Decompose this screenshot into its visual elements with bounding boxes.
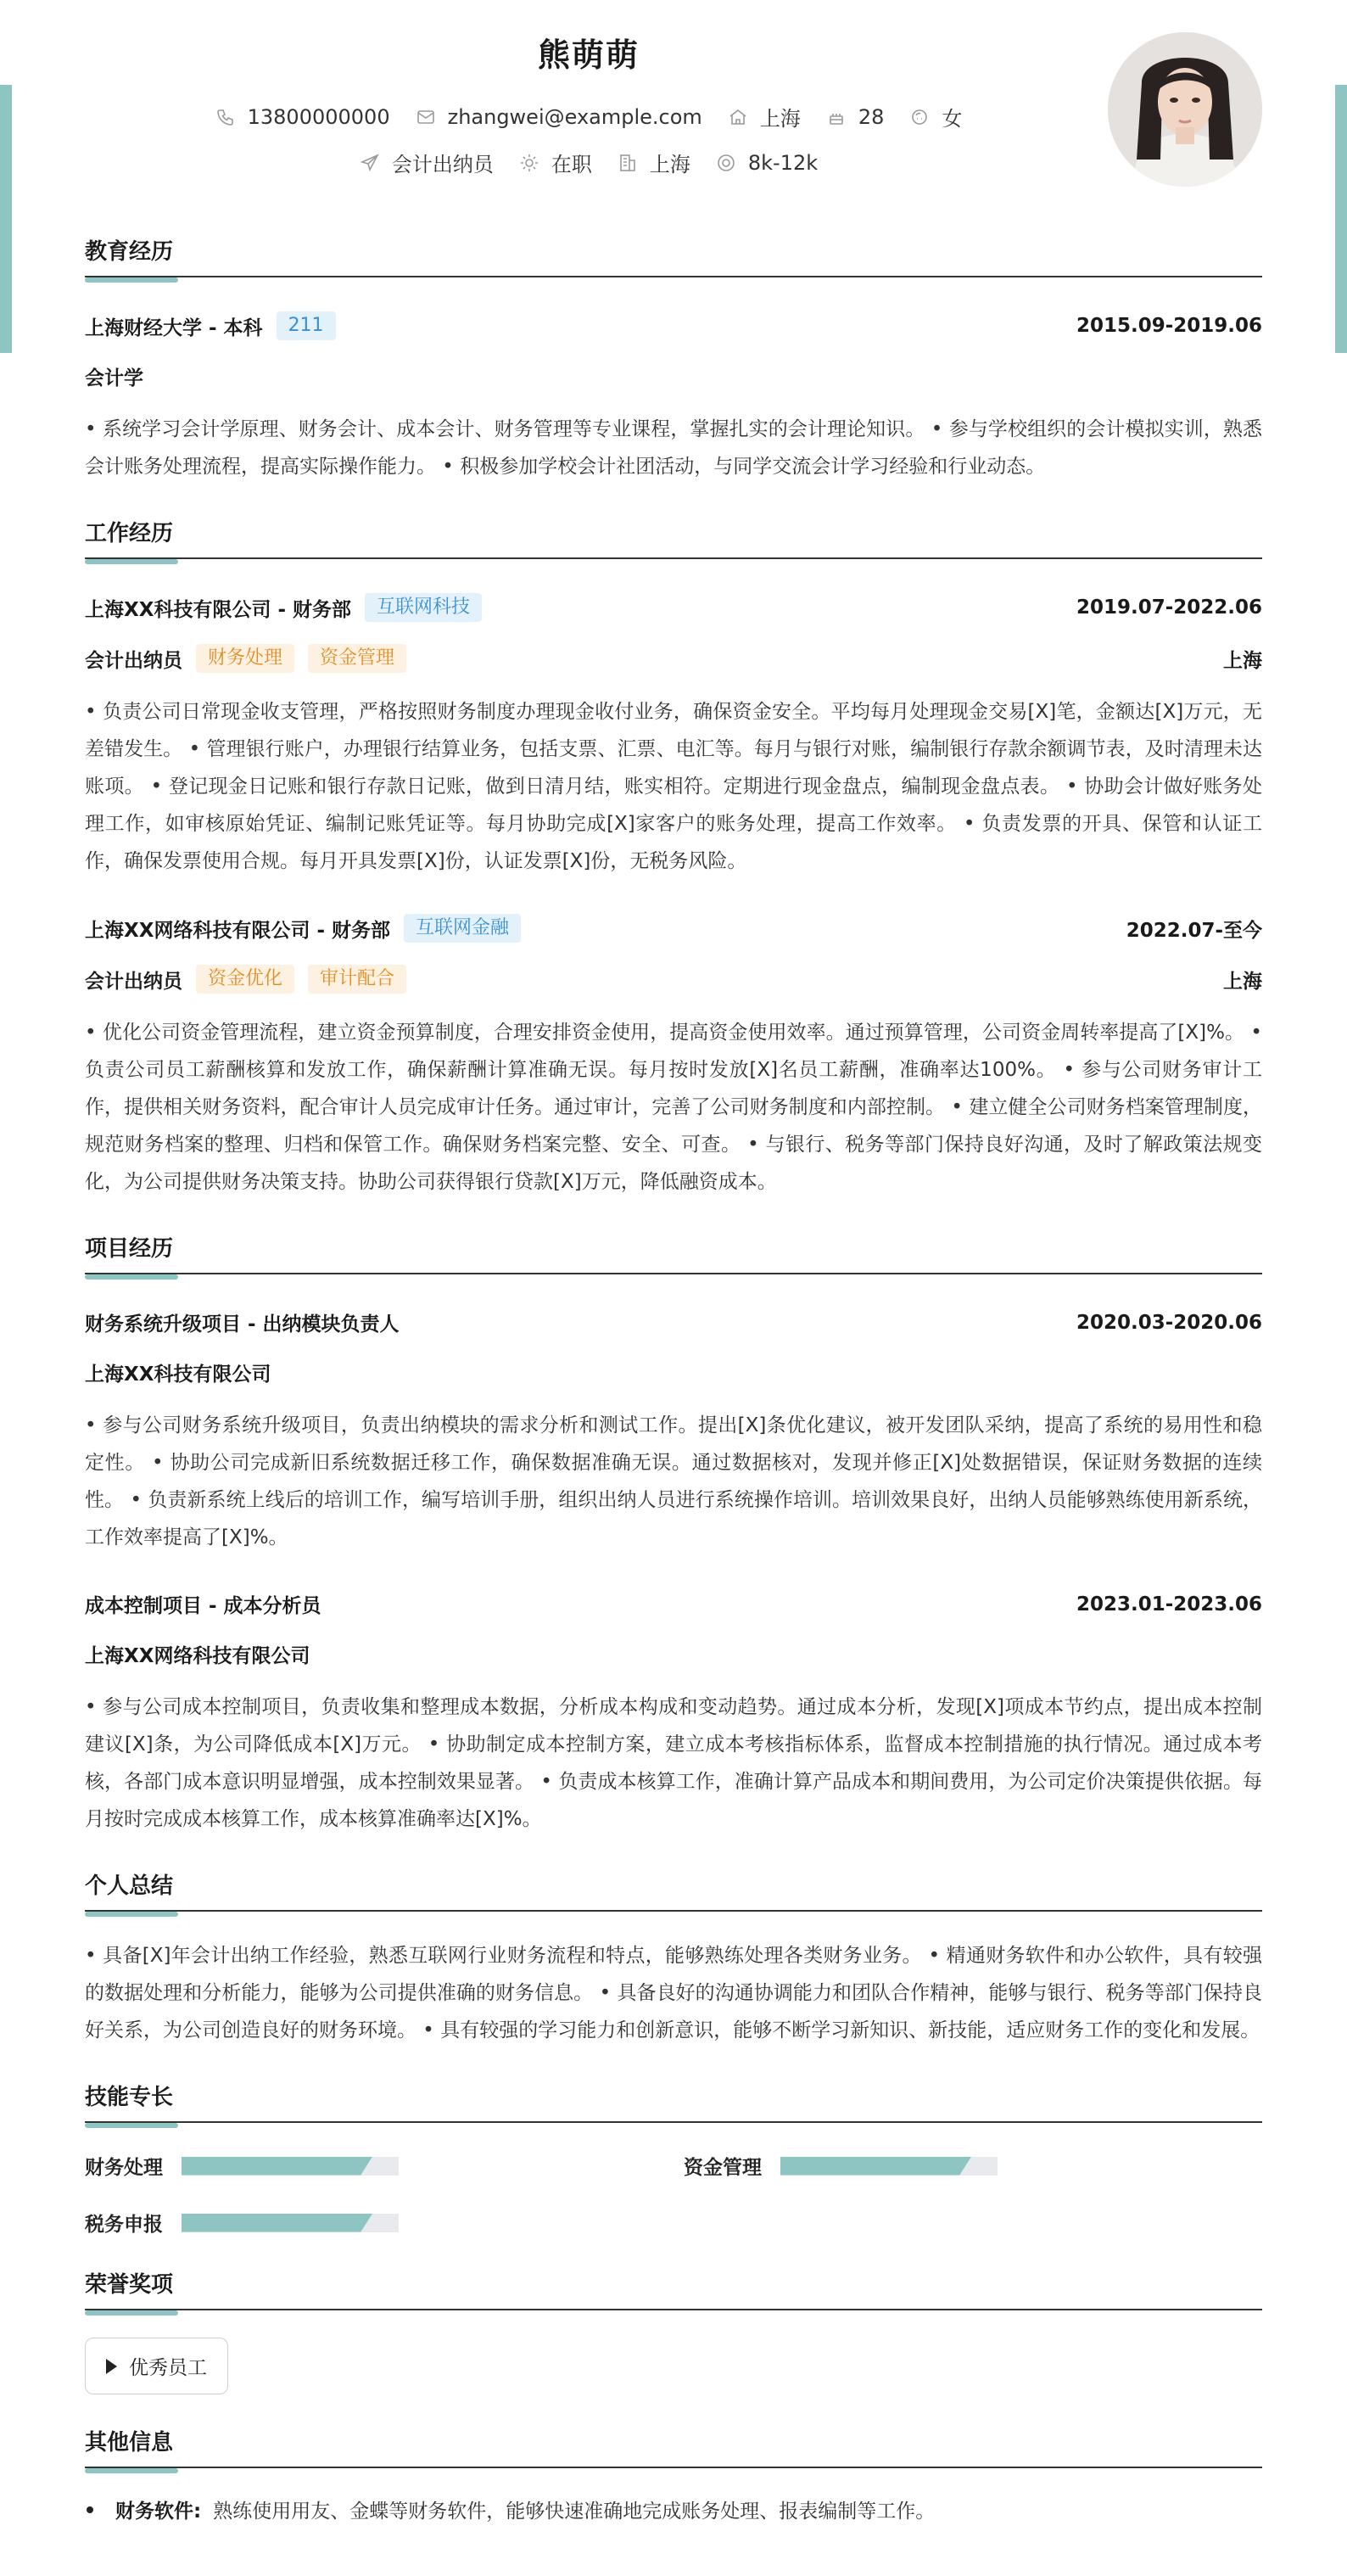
job-intent-row <box>85 148 1093 177</box>
right-accent-bar <box>1335 85 1347 353</box>
project-item-2-header <box>85 1590 1262 1618</box>
status-text: 在职 <box>551 153 592 176</box>
info-position <box>360 148 494 177</box>
position-text: 会计出纳员 <box>391 153 494 176</box>
work-city: 上海 <box>1223 649 1262 672</box>
skill-level <box>182 2157 372 2176</box>
email-text: zhangwei@example.com <box>447 104 702 129</box>
company-name: 上海XX网络科技有限公司 - 财务部 <box>85 919 391 942</box>
other-key: 财务软件: <box>115 2500 202 2523</box>
company-name: 上海XX科技有限公司 - 财务部 <box>85 598 352 621</box>
resume-page <box>85 0 1262 2523</box>
work-item-1-header <box>85 593 1262 622</box>
work-item-1-desc: • 负责公司日常现金收支管理，严格按照财务制度办理现金收付业务，确保资金安全。平均每月处理现金交易[X]笔，金额达[X]万元，无差错发生。 • 管理银行账户，办理银行结算业务，包括支票、汇票、电汇等。每月与银行对账，编制银行存款余额调节表，及时清理未达账项。 • 登记现金日记账和银行存款日记账，做到日清月结，账实相符。定期进行现金盘点，编制现金盘点表。 • 协助会计做好账务处理工作，如审核原始凭证、编制记账凭证等。每月协助完成[X]家客户的账务处理，提高工作效率。 • 负责发票的开具、保管和认证工作，确保发票使用合规。每月开具发票[X]份，认证发票[X]份，无税务风险。 <box>85 701 1262 872</box>
other-value: 熟练使用用友、金蝶等财务软件，能够快速准确地完成账务处理、报表编制等工作。 <box>213 2500 936 2523</box>
skill-tag: 资金管理 <box>308 644 406 673</box>
skills-title: 技能专长 <box>85 2080 1262 2123</box>
skill-item <box>85 2152 684 2180</box>
project-item-2-desc: • 参与公司成本控制项目，负责收集和整理成本数据，分析成本构成和变动趋势。通过成本分析，发现[X]项成本节约点，提出成本控制建议[X]条，为公司降低成本[X]万元。 • 协助制定成本控制方案，建立成本考核指标体系，监督成本控制措施的执行情况。通过成本考核，各部门成本意识明显增强，成本控制效果显著。 • 负责成本核算工作，准确计算产品成本和期间费用，为公司定价决策提供依据。每月按时完成成本核算工作，成本核算准确率达[X]%。 <box>85 1696 1262 1830</box>
work-section <box>85 516 1262 1201</box>
skill-item <box>684 2152 1262 2180</box>
left-accent-bar <box>0 85 12 353</box>
industry-tag: 互联网金融 <box>404 914 521 943</box>
work-city: 上海 <box>1223 970 1262 993</box>
education-desc: • 系统学习会计学原理、财务会计、成本会计、财务管理等专业课程，掌握扎实的会计理论知识。 • 参与学校组织的会计模拟实训，熟悉会计账务处理流程，提高实际操作能力。 • 积极参加学校会计社团活动，与同学交流会计学习经验和行业动态。 <box>85 418 1262 478</box>
project-item-1-desc: • 参与公司财务系统升级项目，负责出纳模块的需求分析和测试工作。提出[X]条优化建议，被开发团队采纳，提高了系统的易用性和稳定性。 • 协助公司完成新旧系统数据迁移工作，确保数据准确无误。通过数据核对，发现并修正[X]处数据错误，保证财务数据的连续性。 • 负责新系统上线后的培训工作，编写培训手册，组织出纳人员进行系统操作培训。培训效果良好，出纳人员能够熟练使用新系统，工作效率提高了[X]%。 <box>85 1414 1262 1548</box>
honors-title: 荣誉奖项 <box>85 2267 1262 2310</box>
work-item-2-header <box>85 914 1262 943</box>
info-gender <box>909 102 962 132</box>
project-date: 2023.01-2023.06 <box>1076 1593 1262 1616</box>
age-icon <box>826 107 847 127</box>
industry-tag: 互联网科技 <box>365 593 482 622</box>
honors-section <box>85 2267 1262 2394</box>
city-text: 上海 <box>759 107 801 131</box>
education-date: 2015.09-2019.06 <box>1076 315 1262 337</box>
other-section <box>85 2425 1262 2523</box>
age-text: 28 <box>858 104 885 129</box>
education-title: 教育经历 <box>85 234 1262 277</box>
skill-name: 税务申报 <box>85 2214 163 2236</box>
info-work-city <box>618 148 690 177</box>
project-item-1-header <box>85 1308 1262 1336</box>
work-item-1-role <box>85 644 1262 673</box>
honor-name: 优秀员工 <box>129 2357 207 2379</box>
mail-icon <box>416 107 436 127</box>
project-item-2-org <box>85 1640 1262 1668</box>
project-item-1-org <box>85 1358 1262 1386</box>
other-title: 其他信息 <box>85 2425 1262 2468</box>
skill-level <box>780 2157 971 2176</box>
project-name: 财务系统升级项目 - 出纳模块负责人 <box>85 1313 400 1336</box>
home-icon <box>728 107 748 127</box>
contact-row <box>85 102 1093 132</box>
play-icon <box>106 2359 117 2374</box>
status-icon <box>519 153 539 173</box>
honor-badge[interactable] <box>85 2338 228 2394</box>
work-date: 2019.07-2022.06 <box>1076 596 1262 619</box>
school-tag: 211 <box>277 311 336 340</box>
info-phone <box>215 105 390 129</box>
project-section <box>85 1231 1262 1838</box>
role-name: 会计出纳员 <box>85 649 182 672</box>
skill-bar <box>182 2157 399 2176</box>
skill-tag: 资金优化 <box>196 965 294 994</box>
project-date: 2020.03-2020.06 <box>1076 1311 1262 1334</box>
summary-title: 个人总结 <box>85 1868 1262 1912</box>
bullet-icon <box>87 2506 93 2513</box>
info-city <box>728 102 801 132</box>
project-title: 项目经历 <box>85 1231 1262 1274</box>
building-icon <box>618 153 638 173</box>
skill-tag: 审计配合 <box>308 965 406 994</box>
skill-name: 资金管理 <box>684 2157 762 2179</box>
info-status <box>519 148 592 177</box>
portrait-image <box>1108 32 1262 187</box>
skill-tag: 财务处理 <box>196 644 294 673</box>
salary-text: 8k-12k <box>747 150 819 175</box>
major-row <box>85 362 1262 390</box>
summary-desc: • 具备[X]年会计出纳工作经验，熟悉互联网行业财务流程和特点，能够熟练处理各类财务业务。 • 精通财务软件和办公软件，具有较强的数据处理和分析能力，能够为公司提供准确的财务信息。 • 具备良好的沟通协调能力和团队合作精神，能够与银行、税务等部门保持良好关系，为公司创造良好的财务环境。 • 具有较强的学习能力和创新意识，能够不断学习新知识、新技能，适应财务工作的变化和发展。 <box>85 1945 1262 2041</box>
phone-text: 13800000000 <box>247 104 390 129</box>
education-section <box>85 234 1262 485</box>
info-age <box>826 105 885 129</box>
skill-level <box>182 2214 372 2232</box>
work-date: 2022.07-至今 <box>1126 919 1262 942</box>
skill-name: 财务处理 <box>85 2157 163 2179</box>
avatar <box>1108 32 1262 187</box>
send-icon <box>360 153 380 173</box>
other-item <box>85 2495 1262 2523</box>
school-name: 上海财经大学 - 本科 <box>85 316 263 339</box>
gender-icon <box>909 107 930 127</box>
work-item-2-desc: • 优化公司资金管理流程，建立资金预算制度，合理安排资金使用，提高资金使用效率。通过预算管理，公司资金周转率提高了[X]%。 • 负责公司员工薪酬核算和发放工作，确保薪酬计算准确无误。每月按时发放[X]名员工薪酬，准确率达100%。 • 参与公司财务审计工作，提供相关财务资料，配合审计人员完成审计任务。通过审计，完善了公司财务制度和内部控制。 • 建立健全公司财务档案管理制度，规范财务档案的整理、归档和保管工作。确保财务档案完整、安全、可查。 • 与银行、税务等部门保持良好沟通，及时了解政策法规变化，为公司提供财务决策支持。协助公司获得银行贷款[X]万元，降低融资成本。 <box>85 1022 1262 1193</box>
phone-icon <box>215 107 236 127</box>
info-email <box>416 105 702 129</box>
work-item-2-role <box>85 965 1262 994</box>
resume-header <box>85 0 1262 204</box>
project-org: 上海XX网络科技有限公司 <box>85 1645 310 1667</box>
work-city-text: 上海 <box>649 153 690 176</box>
summary-section <box>85 1868 1262 2049</box>
project-name: 成本控制项目 - 成本分析员 <box>85 1595 321 1617</box>
project-org: 上海XX科技有限公司 <box>85 1364 271 1386</box>
skills-section <box>85 2080 1262 2237</box>
gender-text: 女 <box>942 107 963 131</box>
skill-item <box>85 2209 684 2237</box>
skill-bar <box>780 2157 998 2176</box>
work-title: 工作经历 <box>85 516 1262 559</box>
major-name: 会计学 <box>85 367 143 389</box>
education-row <box>85 311 1262 340</box>
info-salary <box>716 151 818 175</box>
role-name: 会计出纳员 <box>85 970 182 993</box>
candidate-name: 熊萌萌 <box>537 36 640 74</box>
salary-icon <box>716 153 736 173</box>
skill-bar <box>182 2214 399 2232</box>
